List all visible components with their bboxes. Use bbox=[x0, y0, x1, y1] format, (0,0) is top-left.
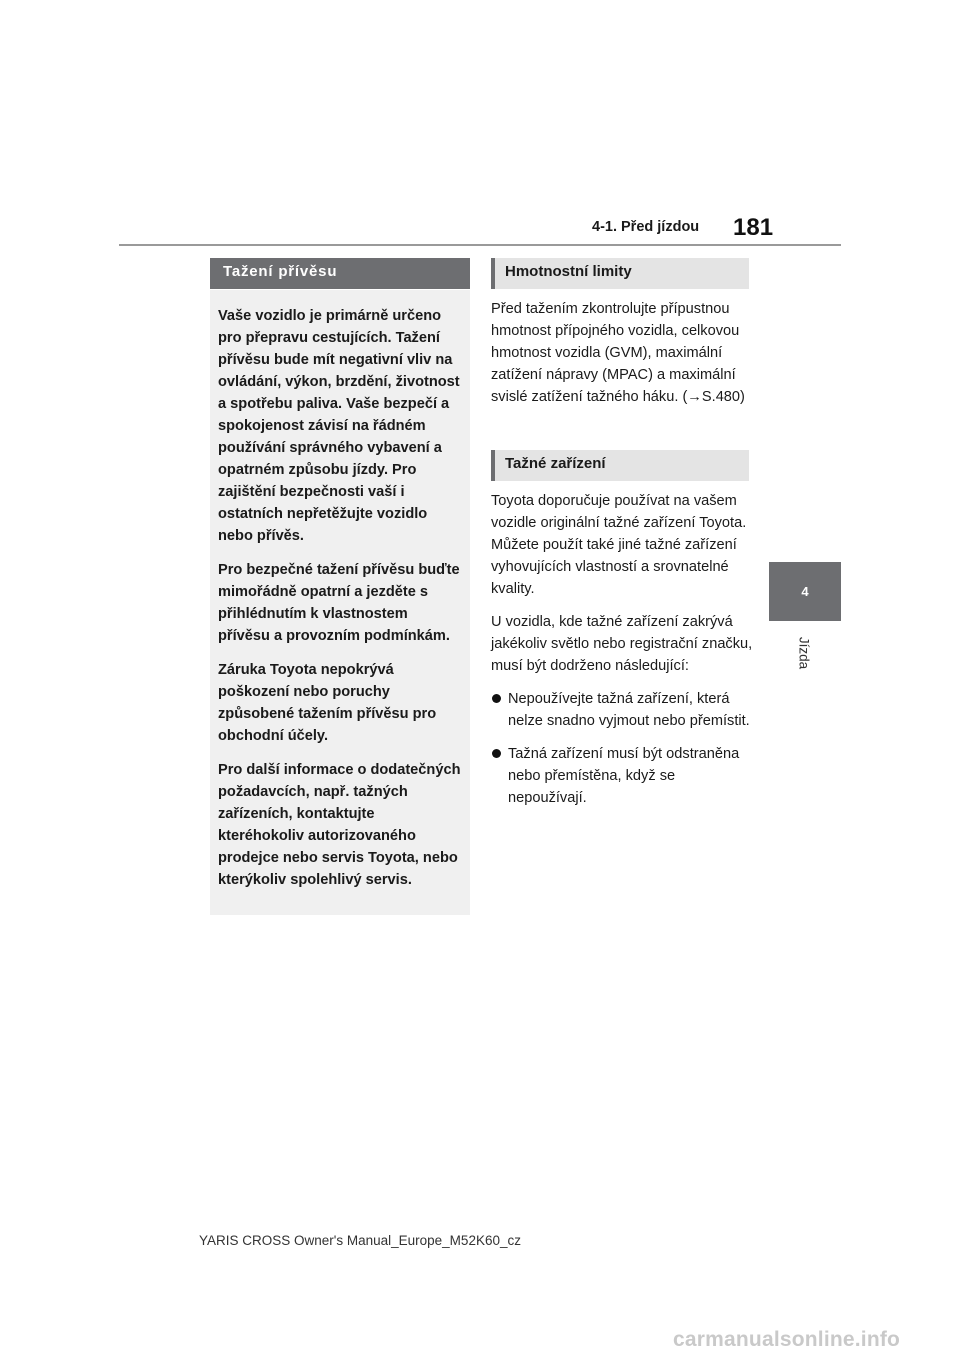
towing-equipment-paragraph: U vozidla, kde tažné zařízení zakrývá jakékoliv světlo nebo registrační značku, musí být dodrženo následující: bbox=[491, 614, 753, 674]
page-number: 181 bbox=[733, 214, 774, 241]
list-item bbox=[491, 743, 753, 809]
list-item-text: Nepoužívejte tažná zařízení, která nelze snadno vyjmout nebo přemístit. bbox=[508, 691, 750, 729]
intro-paragraph: Záruka Toyota nepokrývá poškození nebo poruchy způsobené tažením přívěsu pro obchodní účely. bbox=[218, 662, 437, 744]
weight-limits-text: Před tažením zkontrolujte přípustnou hmotnost přípojného vozidla, celkovou hmotnost vozidla (GVM), maximální zatížení nápravy (MPAC) a maximální svislé zatížení tažného háku. (→S.480) bbox=[491, 301, 745, 405]
intro-paragraph: Pro bezpečné tažení přívěsu buďte mimořádně opatrní a jezděte s přihlédnutím k vlastnostem přívěsu a provozním podmínkám. bbox=[218, 562, 460, 644]
towing-equipment-paragraph: Toyota doporučuje používat na vašem vozidle originální tažné zařízení Toyota. Můžete použít také jiné tažné zařízení vyhovujících vlastností a srovnatelné kvality. bbox=[491, 493, 747, 597]
header-divider bbox=[119, 244, 841, 246]
bullet-icon bbox=[492, 749, 501, 758]
manual-footer: YARIS CROSS Owner's Manual_Europe_M52K60_cz bbox=[199, 1233, 521, 1248]
towing-equipment-text-block bbox=[491, 490, 753, 820]
towing-intro-box bbox=[210, 290, 470, 915]
towing-trailer-heading: Tažení přívěsu bbox=[210, 258, 470, 289]
chapter-label-vertical bbox=[780, 633, 828, 673]
chapter-label: Jízda bbox=[796, 636, 812, 670]
bullet-icon bbox=[492, 694, 501, 703]
intro-paragraph: Pro další informace o dodatečných požadavcích, např. tažných zařízeních, kontaktujte kteréhokoliv autorizovaného prodejce nebo servis Toyota, nebo kterýkoliv spolehlivý servis. bbox=[218, 762, 461, 888]
weight-limits-heading: Hmotnostní limity bbox=[491, 258, 749, 289]
chapter-number: 4 bbox=[801, 584, 809, 599]
weight-limits-text-block bbox=[491, 298, 753, 419]
chapter-tab[interactable] bbox=[769, 562, 841, 621]
watermark: carmanualsonline.info bbox=[673, 1328, 901, 1351]
list-item bbox=[491, 688, 753, 732]
intro-paragraph: Vaše vozidlo je primárně určeno pro přepravu cestujících. Tažení přívěsu bude mít negativní vliv na ovládání, výkon, brzdění, životnost a spotřebu paliva. Vaše bezpečí a spokojenost závisí na řádném používání správného vybavení a opatrném způsobu jízdy. Pro zajištění bezpečnosti vaší i ostatních nepřetěžujte vozidlo nebo přívěs. bbox=[218, 308, 460, 544]
towing-equipment-heading: Tažné zařízení bbox=[491, 450, 749, 481]
towing-requirements-list bbox=[491, 688, 753, 809]
section-title: 4-1. Před jízdou bbox=[592, 219, 700, 235]
list-item-text: Tažná zařízení musí být odstraněna nebo přemístěna, když se nepoužívají. bbox=[508, 746, 740, 806]
